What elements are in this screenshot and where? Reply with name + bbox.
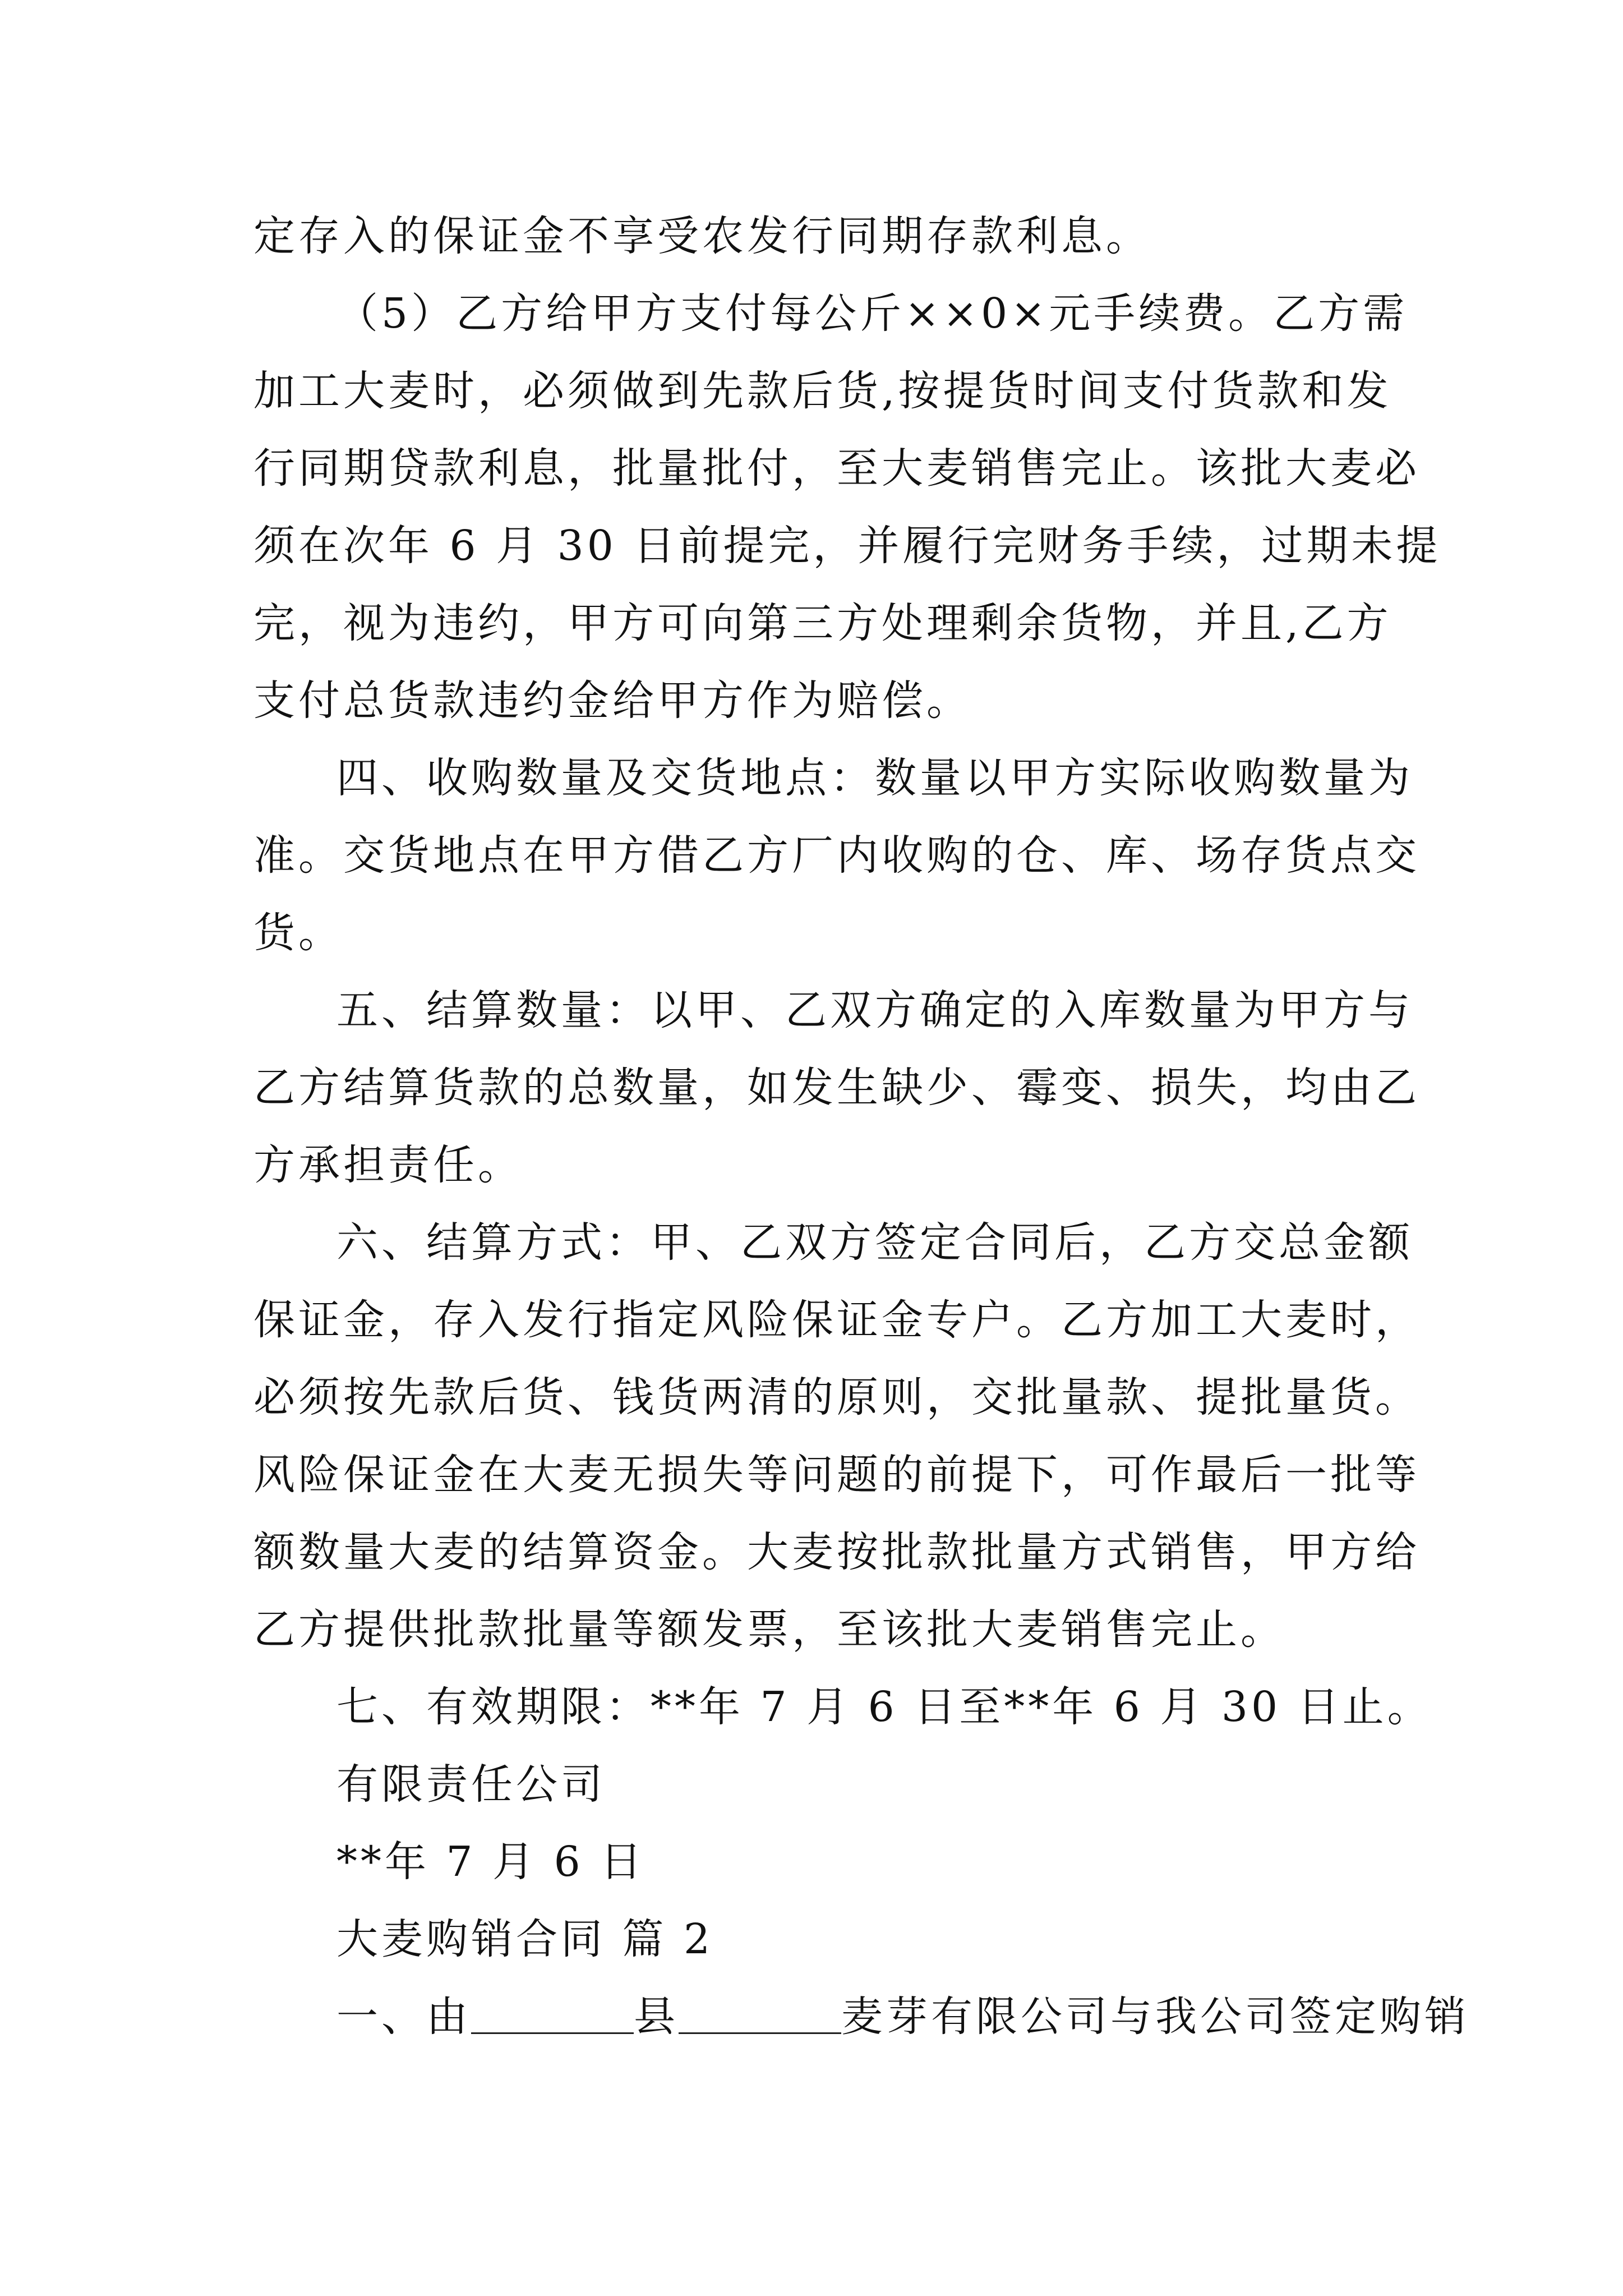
paragraph-line: 完，视为违约，甲方可向第三方处理剩余货物，并且,乙方 (253, 599, 1392, 647)
paragraph-line (253, 1978, 1469, 2055)
paragraph-line: 四、收购数量及交货地点：数量以甲方实际收购数量为 (336, 754, 1413, 802)
paragraph-line: 保证金，存入发行指定风险保证金专户。乙方加工大麦时， (253, 1296, 1420, 1344)
paragraph-line: 乙方提供批款批量等额发票，至该批大麦销售完止。 (253, 1605, 1285, 1654)
paragraph-line: （5）乙方给甲方支付每公斤××0×元手续费。乙方需 (336, 289, 1408, 338)
text-segment: 麦芽有限公司与我公司签定购销 (841, 1993, 1469, 2041)
section-title: 大麦购销合同 篇 2 (336, 1915, 714, 1963)
text-segment: 县 (634, 1993, 679, 2041)
paragraph-line: 准。交货地点在甲方借乙方厂内收购的仓、库、场存货点交 (253, 831, 1420, 880)
company-name: 有限责任公司 (336, 1760, 606, 1809)
paragraph-line: 必须按先款后货、钱货两清的原则，交批量款、提批量货。 (253, 1373, 1420, 1421)
paragraph-line: 方承担责任。 (253, 1141, 523, 1189)
paragraph-line: 额数量大麦的结算资金。大麦按批款批量方式销售，甲方给 (253, 1528, 1420, 1576)
document-body (253, 197, 1469, 2055)
paragraph-line: 行同期贷款利息，批量批付，至大麦销售完止。该批大麦必 (253, 444, 1420, 493)
paragraph-line: 支付总货款违约金给甲方作为赔偿。 (253, 677, 971, 725)
paragraph-line: 货。 (253, 909, 343, 957)
paragraph-line: 七、有效期限：**年 7 月 6 日至**年 6 月 30 日止。 (336, 1683, 1432, 1731)
fill-in-blank (471, 1999, 634, 2034)
paragraph-line: 加工大麦时，必须做到先款后货,按提货时间支付货款和发 (253, 367, 1392, 415)
paragraph-line: 五、结算数量：以甲、乙双方确定的入库数量为甲方与 (336, 986, 1413, 1034)
paragraph-line: 乙方结算货款的总数量，如发生缺少、霉变、损失，均由乙 (253, 1064, 1420, 1112)
paragraph-line: 风险保证金在大麦无损失等问题的前提下，可作最后一批等 (253, 1451, 1420, 1499)
paragraph-line: 须在次年 6 月 30 日前提完，并履行完财务手续，过期未提 (253, 522, 1441, 570)
signing-date: **年 7 月 6 日 (336, 1838, 645, 1886)
paragraph-line: 六、结算方式：甲、乙双方签定合同后，乙方交总金额 (336, 1218, 1413, 1267)
text-segment: 一、由 (336, 1993, 471, 2041)
paragraph-line: 定存入的保证金不享受农发行同期存款利息。 (253, 212, 1151, 260)
fill-in-blank (679, 1999, 841, 2034)
